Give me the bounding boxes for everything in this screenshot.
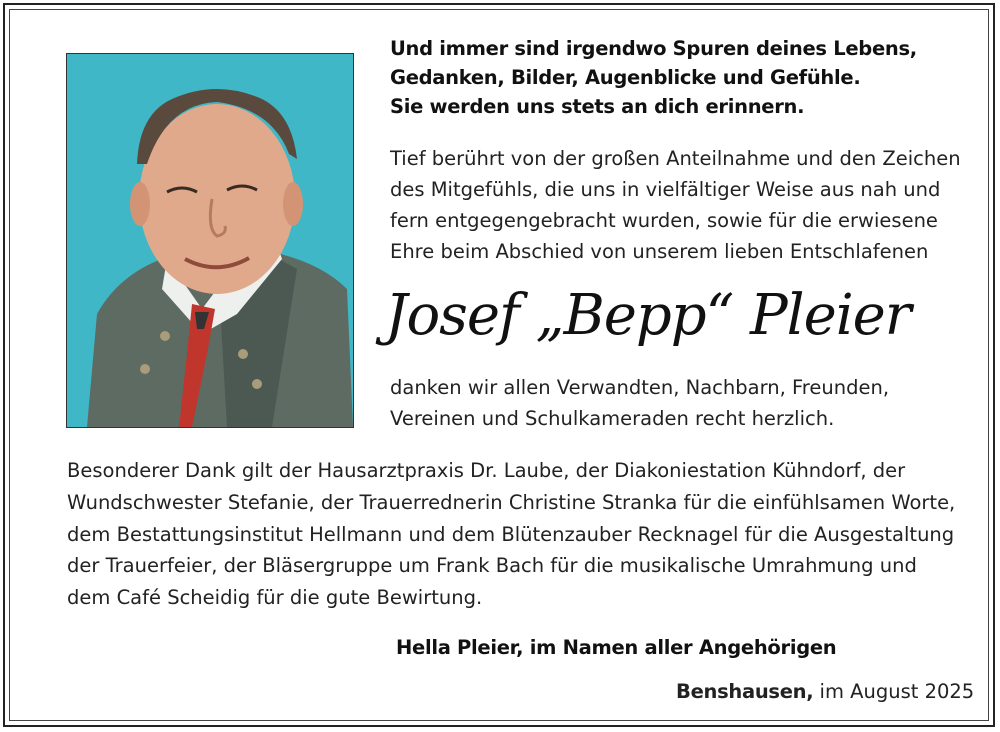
special-thanks-line: der Trauerfeier, der Bläsergruppe um Frank Bach für die musikalische Umrahmung und xyxy=(67,554,917,578)
special-thanks-paragraph xyxy=(67,455,987,614)
motto-line: Sie werden uns stets an dich erinnern. xyxy=(390,95,805,118)
motto xyxy=(390,34,950,121)
place-town: Benshausen, xyxy=(676,680,814,703)
place-date xyxy=(676,678,976,706)
portrait-photo xyxy=(66,53,354,428)
thanks-paragraph xyxy=(390,372,950,434)
deceased-name: Josef „Bepp“ Pleier xyxy=(385,283,911,348)
special-thanks-line: Wundschwester Stefanie, der Trauerrednerin Christine Stranka für die einfühlsamen Worte, xyxy=(67,490,956,514)
intro-line: des Mitgefühls, die uns in vielfältiger Weise aus nah und xyxy=(390,178,941,201)
special-thanks-line: dem Bestattungsinstitut Hellmann und dem Blütenzauber Recknagel für die Ausgestaltung xyxy=(67,522,955,546)
special-thanks-line: Besonderer Dank gilt der Hausarztpraxis Dr. Laube, der Diakoniestation Kühndorf, der xyxy=(67,459,906,482)
motto-line: Gedanken, Bilder, Augenblicke und Gefühle. xyxy=(390,66,861,89)
place-date-text: im August 2025 xyxy=(819,680,975,703)
thanks-line: danken wir allen Verwandten, Nachbarn, Freunden, xyxy=(390,376,890,399)
special-thanks-line: dem Café Scheidig für die gute Bewirtung. xyxy=(67,586,483,610)
motto-line: Und immer sind irgendwo Spuren deines Lebens, xyxy=(390,37,917,60)
intro-line: Ehre beim Abschied von unserem lieben Entschlafenen xyxy=(390,240,929,263)
signature: Hella Pleier, im Namen aller Angehörigen xyxy=(396,636,837,659)
thanks-line: Vereinen und Schulkameraden recht herzlich. xyxy=(390,407,835,430)
intro-line: fern entgegengebracht wurden, sowie für die erwiesene xyxy=(390,209,938,232)
intro-paragraph xyxy=(390,143,990,267)
intro-line: Tief berührt von der großen Anteilnahme und den Zeichen xyxy=(390,147,961,170)
